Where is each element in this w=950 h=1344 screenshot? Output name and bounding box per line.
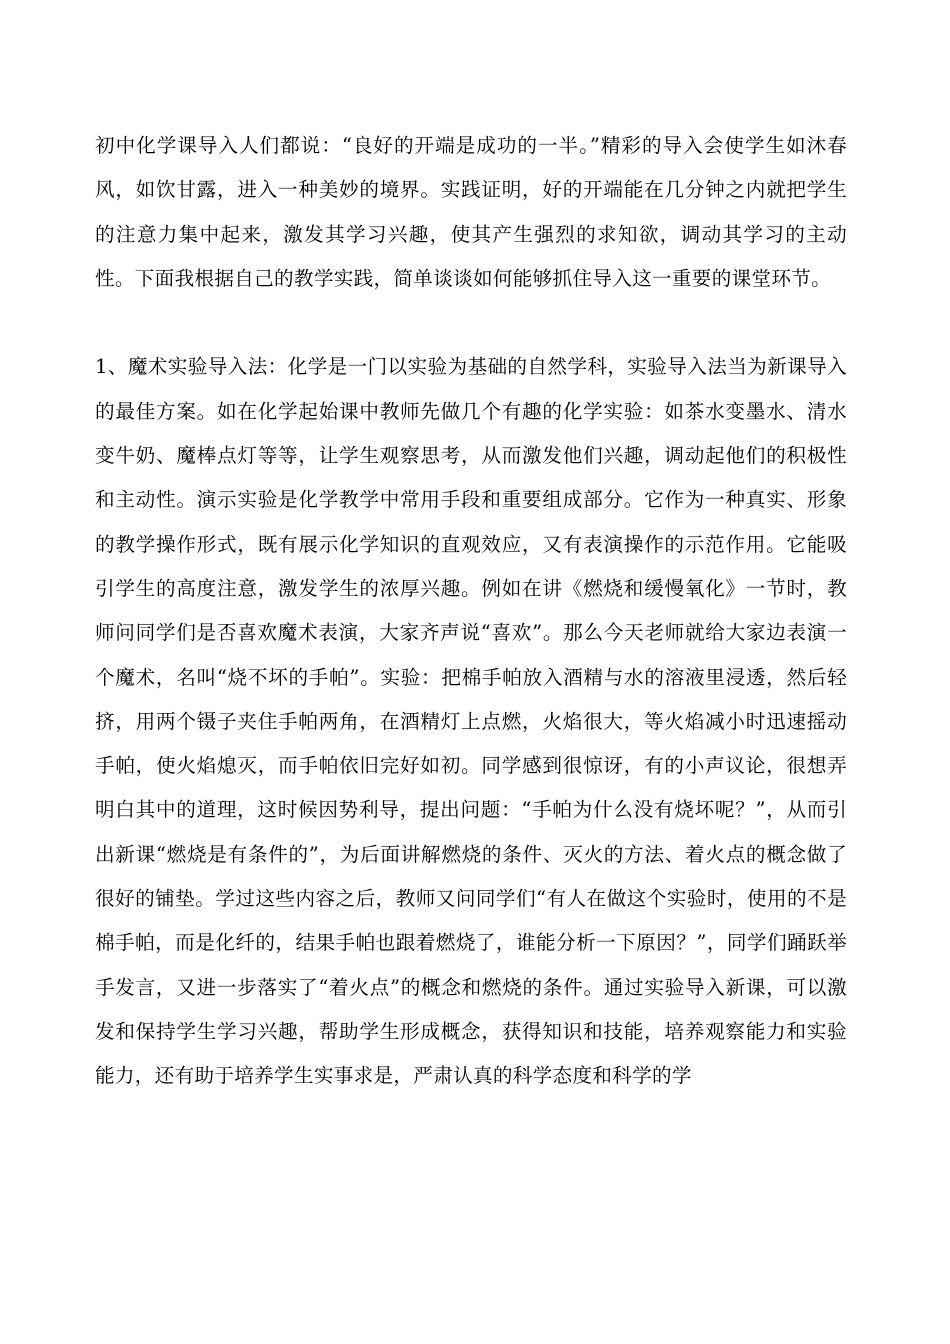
section-1-paragraph: 1、魔术实验导入法：化学是一门以实验为基础的自然学科，实验导入法当为新课导入的最佳方案。如在化学起始课中教师先做几个有趣的化学实验：如茶水变墨水、清水变牛奶、魔棒点灯等等，让学生观察思考，从而激发他们兴趣，调动起他们的积极性和主动性。演示实验是化学教学中常用手段和重要组成部分。它作为一种真实、形象的教学操作形式，既有展示化学知识的直观效应，又有表演操作的示范作用。它能吸引学生的高度注意，激发学生的浓厚兴趣。例如在讲《燃烧和缓慢氧化》一节时，教师问同学们是否喜欢魔术表演，大家齐声说“喜欢”。那么今天老师就给大家边表演一个魔术，名叫“烧不坏的手帕”。实验：把棉手帕放入酒精与水的溶液里浸透，然后轻挤，用两个镊子夹住手帕两角，在酒精灯上点燃，火焰很大，等火焰减小时迅速摇动手帕，使火焰熄灭，而手帕依旧完好如初。同学感到很惊讶，有的小声议论，很想弄明白其中的道理，这时候因势利导，提出问题：“手帕为什么没有烧坏呢？”，从而引出新课“燃烧是有条件的”，为后面讲解燃烧的条件、灭火的方法、着火点的概念做了很好的铺垫。学过这些内容之后，教师又问同学们“有人在做这个实验时，使用的不是棉手帕，而是化纤的，结果手帕也跟着燃烧了，谁能分析一下原因？”，同学们踊跃举手发言，又进一步落实了“着火点”的概念和燃烧的条件。通过实验导入新课，可以激发和保持学生学习兴趣，帮助学生形成概念，获得知识和技能，培养观察能力和实验能力，还有助于培养学生实事求是，严肃认真的科学态度和科学的学	[95, 355, 847, 1088]
paragraph-spacer	[95, 301, 847, 345]
intro-paragraph: 初中化学课导入人们都说：“良好的开端是成功的一半。”精彩的导入会使学生如沐春风，如饮甘露，进入一种美妙的境界。实践证明，好的开端能在几分钟之内就把学生的注意力集中起来，激发其学习兴趣，使其产生强烈的求知欲，调动其学习的主动性。下面我根据自己的教学实践，简单谈谈如何能够抓住导入这一重要的课堂环节。	[95, 134, 847, 290]
document-body	[95, 124, 847, 1099]
